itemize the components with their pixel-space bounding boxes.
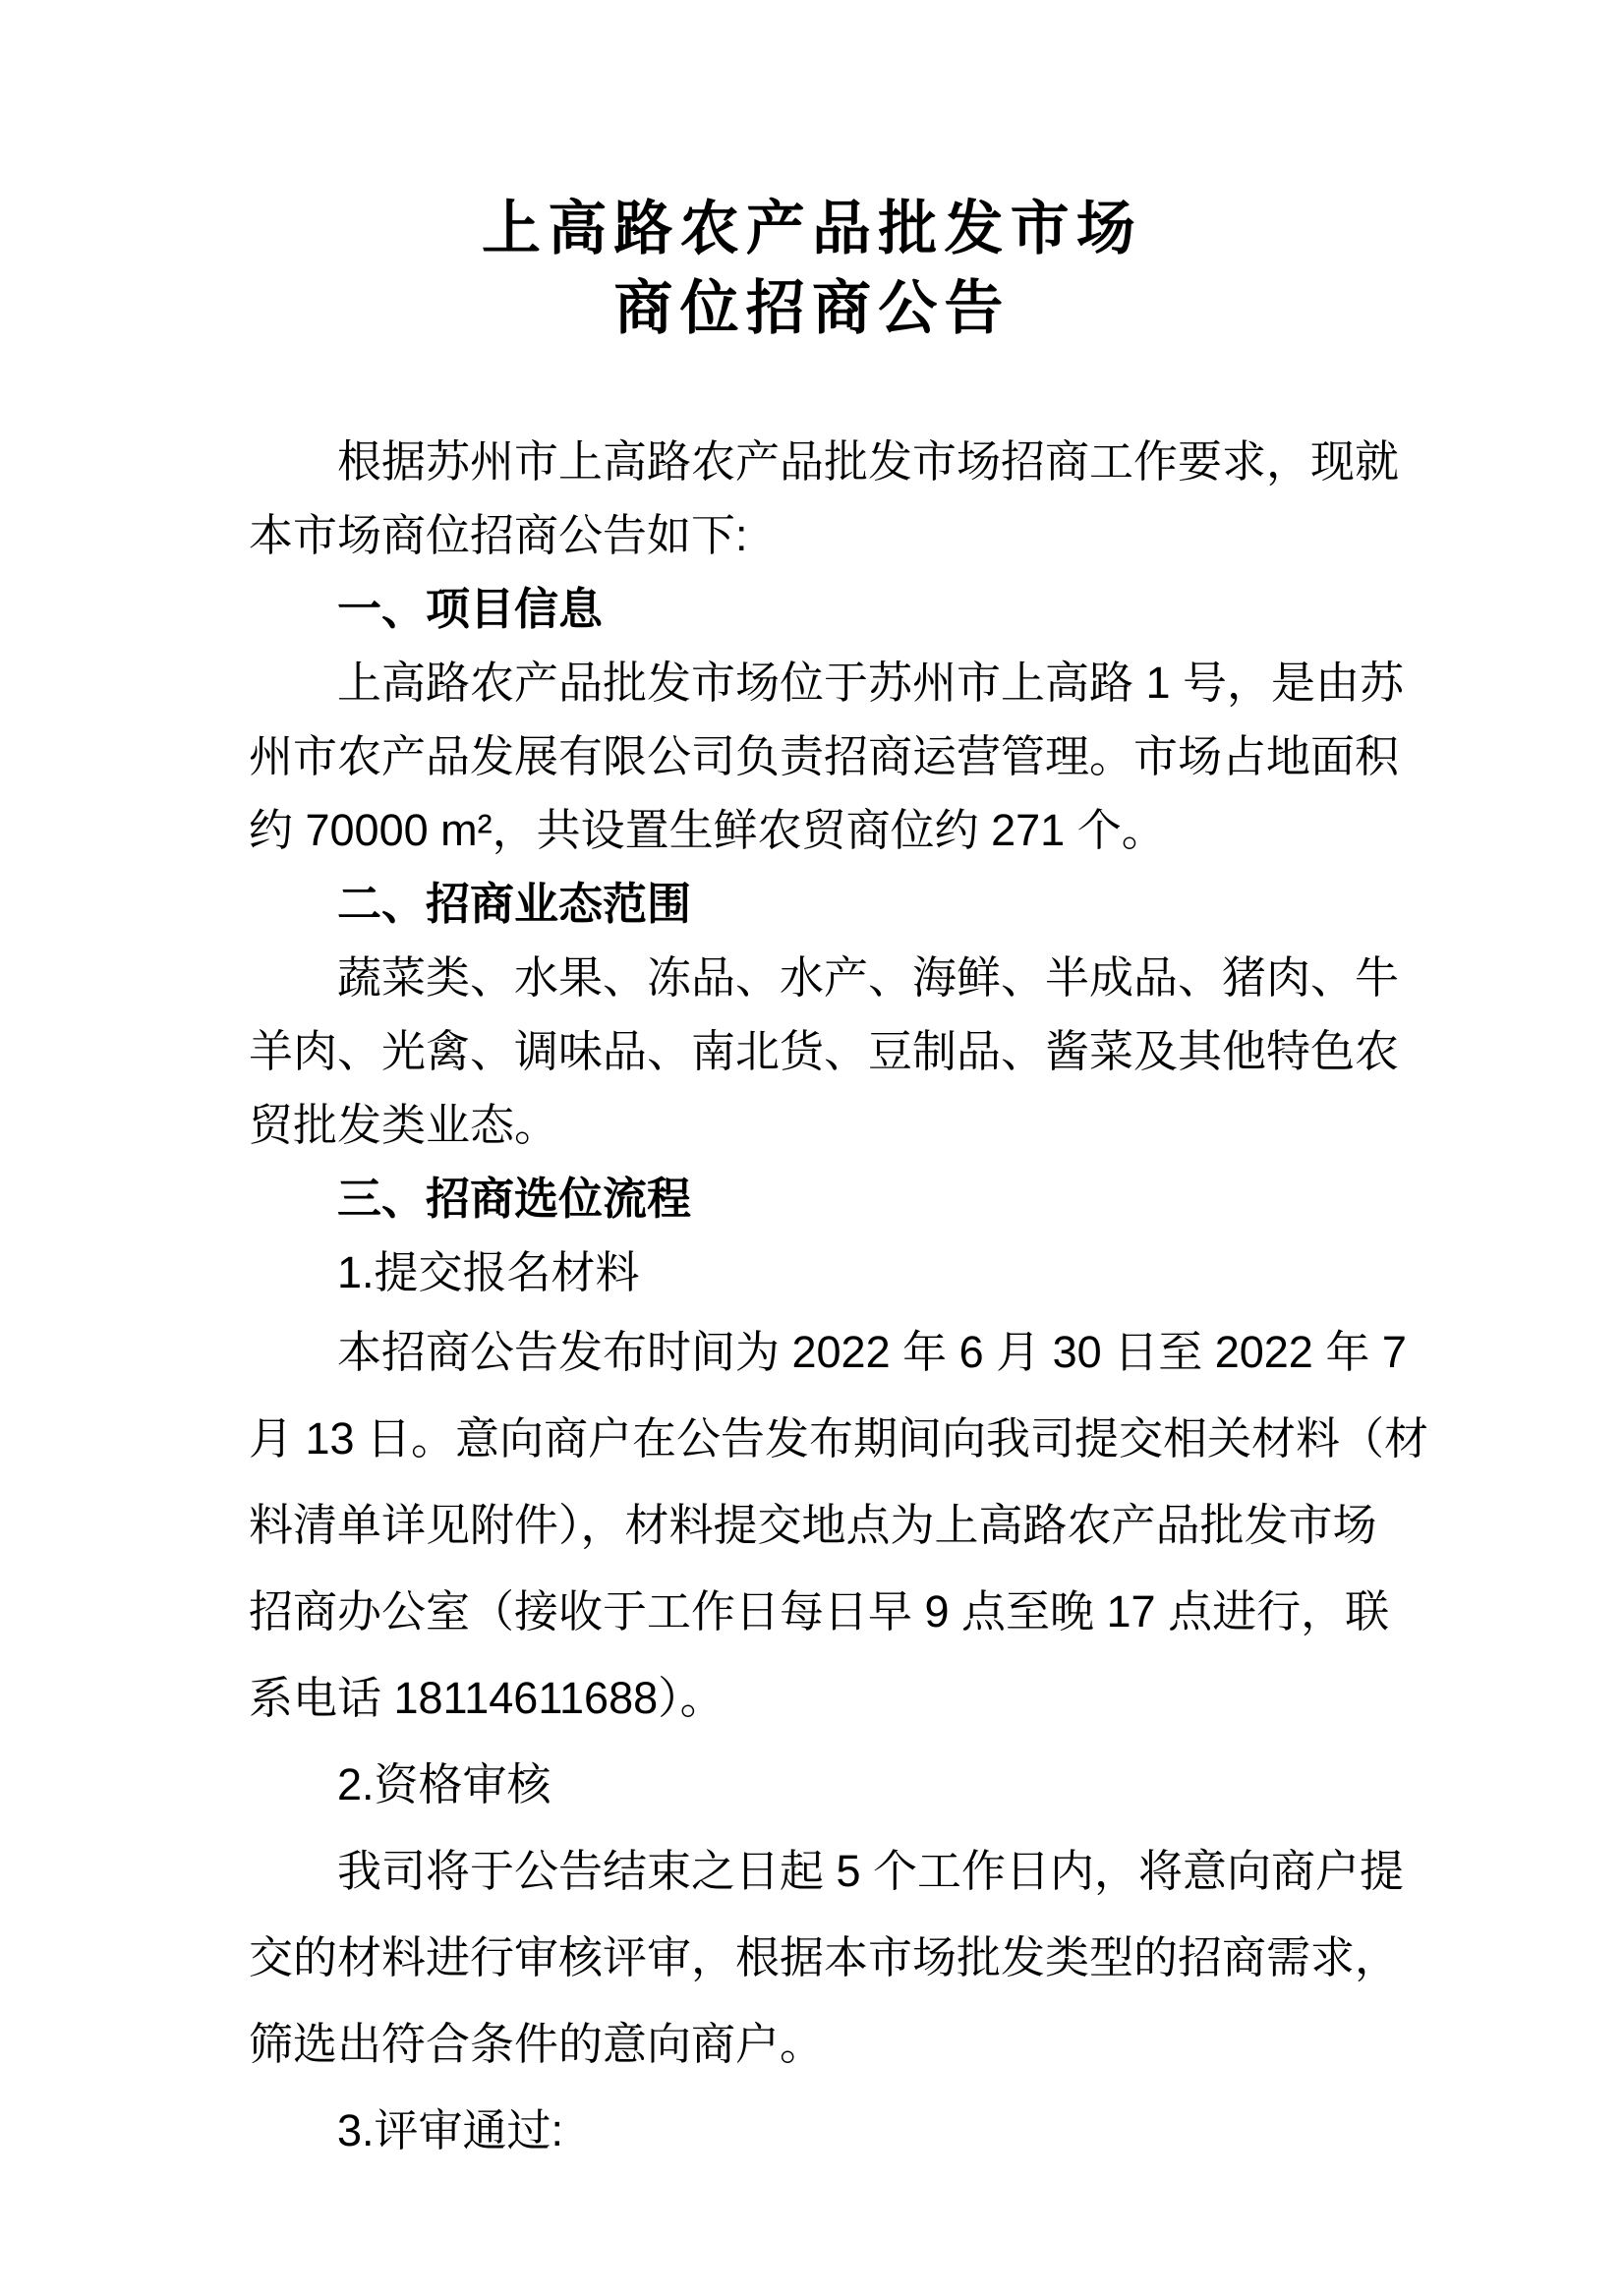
paragraph-step1-line-3: 料清单详见附件），材料提交地点为上高路农产品批发市场 [249,1500,1377,1550]
document-title [0,189,1624,348]
paragraph-business-line-1: 蔬菜类、水果、冻品、水产、海鲜、半成品、猪肉、牛 [337,952,1400,1003]
paragraph-step1-line-5: 系电话 18114611688）。 [249,1673,725,1723]
body-section-lower [249,1309,1429,2174]
paragraph-intro-line-2: 本市场商位招商公告如下: [249,510,748,560]
step-1-heading: 1.提交报名材料 [337,1247,640,1297]
paragraph-project-line-2: 州市农产品发展有限公司负责招商运营管理。市场占地面积 [249,731,1400,781]
paragraph-business-line-3: 贸批发类业态。 [249,1100,559,1150]
paragraph-intro-line-1: 根据苏州市上高路农产品批发市场招商工作要求，现就 [337,436,1400,487]
step-2-heading: 2.资格审核 [337,1759,551,1809]
step-3-heading: 3.评审通过: [337,2105,564,2155]
paragraph-step2-line-1: 我司将于公告结束之日起 5 个工作日内，将意向商户提 [337,1846,1405,1896]
section-heading-2: 二、招商业态范围 [337,879,692,929]
body-section-upper [249,425,1405,1309]
section-heading-1: 一、项目信息 [337,584,604,634]
paragraph-business-line-2: 羊肉、光禽、调味品、南北货、豆制品、酱菜及其他特色农 [249,1026,1400,1076]
paragraph-step2-line-3: 筛选出符合条件的意向商户。 [249,2019,825,2069]
section-heading-3: 三、招商选位流程 [337,1174,692,1224]
paragraph-project-line-1: 上高路农产品批发市场位于苏州市上高路 1 号，是由苏 [337,658,1405,708]
title-line-2: 商位招商公告 [613,275,1011,341]
paragraph-step1-line-2: 月 13 日。意向商户在公告发布期间向我司提交相关材料（材 [249,1413,1429,1464]
paragraph-project-line-3: 约 70000 m²，共设置生鲜农贸商位约 271 个。 [249,805,1166,855]
paragraph-step2-line-2: 交的材料进行审核评审，根据本市场批发类型的招商需求， [249,1932,1400,1982]
paragraph-step1-line-1: 本招商公告发布时间为 2022 年 6 月 30 日至 2022 年 7 [337,1327,1407,1377]
paragraph-step1-line-4: 招商办公室（接收于工作日每日早 9 点至晚 17 点进行，联 [249,1586,1390,1636]
title-line-1: 上高路农产品批发市场 [482,196,1142,261]
